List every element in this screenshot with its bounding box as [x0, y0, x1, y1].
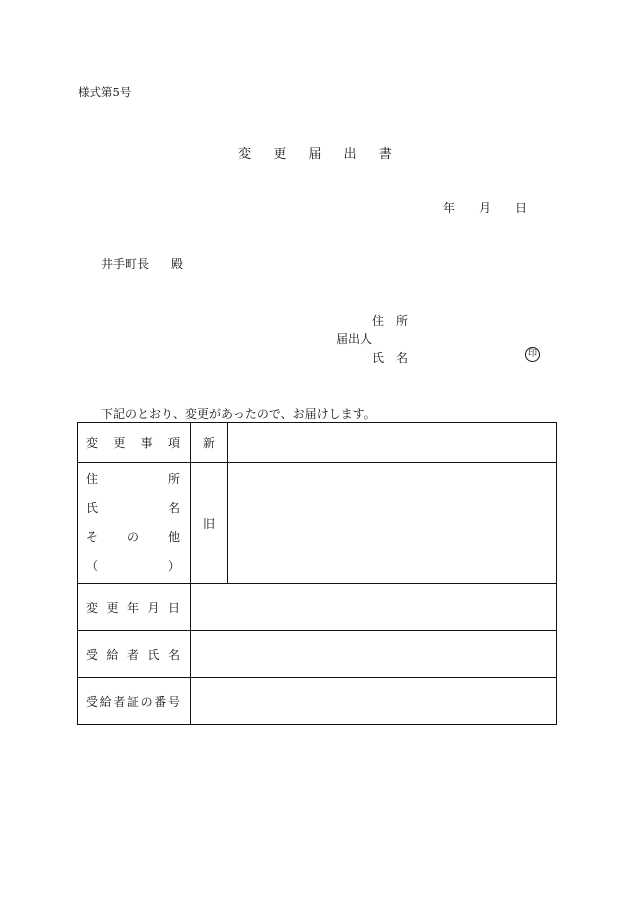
recipient-number-label: 受 給 者 証 の 番 号	[78, 678, 191, 725]
stack-row: 住 所	[86, 472, 180, 486]
seal-icon: 印	[525, 347, 540, 362]
change-date-label: 変 更 年 月 日	[78, 584, 191, 631]
stack-row: （ ）	[86, 559, 180, 573]
stack-row: そ の 他	[86, 530, 180, 544]
intro-text: 下記のとおり、変更があったので、お届けします。	[101, 407, 376, 421]
label-char: 項	[167, 436, 180, 450]
label-char: 事	[140, 436, 153, 450]
date-day: 日	[515, 201, 528, 215]
title-char: 届	[308, 147, 322, 162]
recipient-number-field[interactable]	[191, 678, 557, 725]
old-value-field[interactable]	[228, 463, 557, 584]
stack-row: 氏 名	[86, 501, 180, 515]
date-line	[443, 199, 527, 216]
form-number: 様式第5号	[78, 85, 132, 99]
addressee-suffix: 殿	[171, 257, 184, 271]
title-char: 書	[378, 147, 392, 162]
title-char: 変	[238, 147, 252, 162]
label-char: 更	[113, 436, 126, 450]
name-label: 氏 名	[372, 351, 409, 365]
recipient-name-field[interactable]	[191, 631, 557, 678]
addressee	[101, 255, 183, 272]
change-items-label	[78, 423, 191, 463]
change-date-field[interactable]	[191, 584, 557, 631]
new-value-field[interactable]	[228, 423, 557, 463]
new-label: 新	[191, 423, 228, 463]
title-char: 更	[273, 147, 287, 162]
date-month: 月	[479, 201, 492, 215]
recipient-name-label: 受 給 者 氏 名	[78, 631, 191, 678]
label-char: 変	[86, 436, 99, 450]
old-label: 旧	[191, 463, 228, 584]
address-label: 住 所	[372, 314, 409, 328]
addressee-name: 井手町長	[101, 257, 150, 271]
document-title	[0, 143, 630, 162]
change-form-table	[77, 422, 557, 725]
title-char: 出	[343, 147, 357, 162]
date-year: 年	[443, 201, 456, 215]
change-detail-labels	[78, 463, 191, 584]
filer-label: 届出人	[336, 332, 373, 346]
